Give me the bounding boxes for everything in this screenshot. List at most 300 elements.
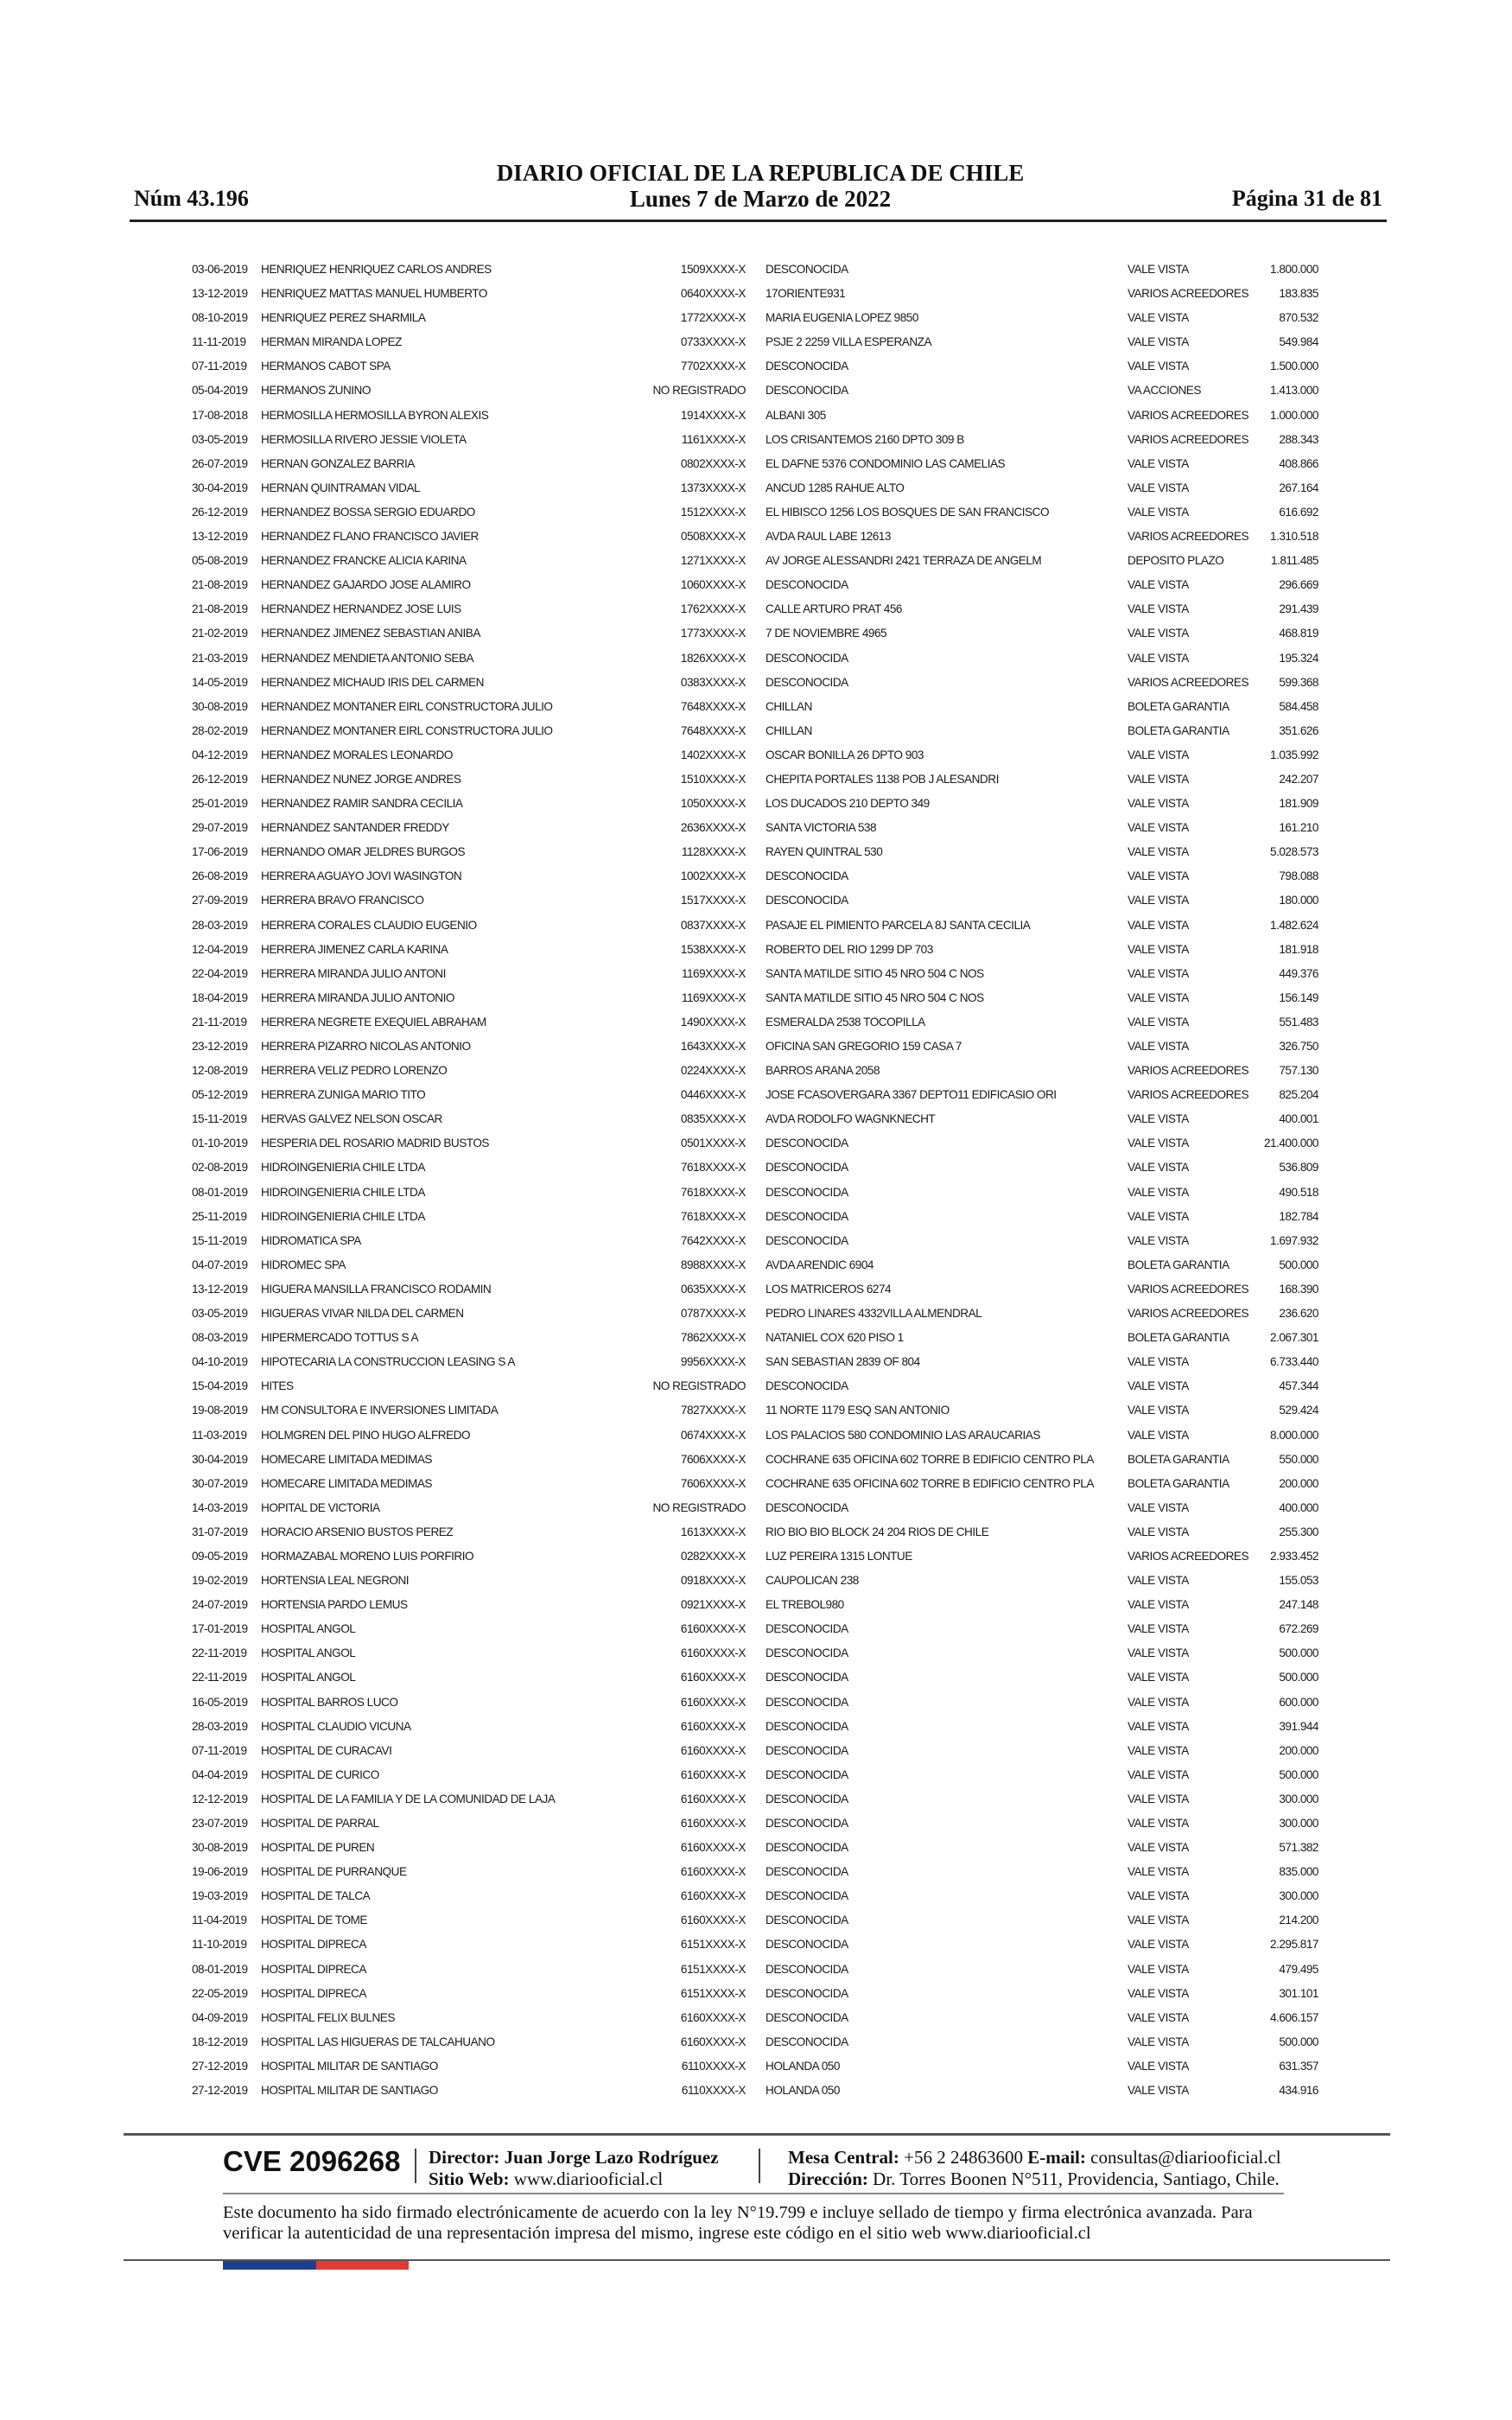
table-row — [0, 1959, 1512, 1984]
record-name: HERNANDEZ FRANCKE ALICIA KARINA — [261, 554, 467, 568]
record-rut: 0918XXXX-X — [680, 1574, 746, 1588]
record-address: OSCAR BONILLA 26 DPTO 903 — [766, 748, 924, 761]
table-row — [0, 1474, 1512, 1498]
record-name: HERMANOS CABOT SPA — [261, 360, 391, 373]
site-link[interactable]: www.diariooficial.cl — [513, 2168, 664, 2189]
record-date: 22-05-2019 — [192, 1986, 248, 2000]
record-address: SAN SEBASTIAN 2839 OF 804 — [766, 1355, 920, 1369]
record-name: HIGUERA MANSILLA FRANCISCO RODAMIN — [261, 1282, 492, 1296]
record-type: VALE VISTA — [1128, 360, 1189, 373]
record-type: VALE VISTA — [1128, 869, 1189, 883]
record-amount: 408.866 — [1279, 456, 1318, 470]
issue-number: Núm 43.196 — [134, 186, 249, 211]
record-name: HIDROMATICA SPA — [261, 1233, 361, 1247]
record-amount: 161.210 — [1279, 821, 1318, 835]
record-address: DESCONOCIDA — [766, 1161, 848, 1175]
table-row — [0, 1109, 1512, 1133]
record-type: BOLETA GARANTIA — [1128, 1452, 1229, 1466]
record-date: 11-04-2019 — [192, 1914, 247, 1927]
record-date: 04-12-2019 — [192, 748, 248, 761]
record-rut: 1538XXXX-X — [680, 942, 746, 956]
record-date: 27-09-2019 — [192, 894, 248, 908]
record-rut: 6160XXXX-X — [680, 1671, 746, 1684]
record-date: 21-11-2019 — [192, 1015, 247, 1028]
record-amount: 798.088 — [1279, 869, 1318, 883]
record-amount: 400.000 — [1279, 1500, 1318, 1514]
publication-date: Lunes 7 de Marzo de 2022 — [629, 186, 892, 212]
record-date: 26-08-2019 — [192, 869, 248, 883]
record-date: 15-04-2019 — [192, 1379, 248, 1393]
record-amount: 195.324 — [1279, 651, 1318, 665]
table-row — [0, 1328, 1512, 1352]
record-address: DESCONOCIDA — [766, 1962, 848, 1976]
record-address: DESCONOCIDA — [766, 1622, 848, 1636]
table-row — [0, 1182, 1512, 1207]
record-address: RAYEN QUINTRAL 530 — [766, 845, 883, 859]
record-type: VALE VISTA — [1128, 1865, 1189, 1879]
record-amount: 5.028.573 — [1270, 845, 1318, 859]
record-type: VARIOS ACREEDORES — [1128, 408, 1249, 422]
record-address: ANCUD 1285 RAHUE ALTO — [766, 481, 905, 494]
record-rut: 0282XXXX-X — [680, 1549, 746, 1563]
record-date: 08-03-2019 — [192, 1331, 248, 1345]
record-rut: 1826XXXX-X — [680, 651, 746, 665]
record-type: VALE VISTA — [1128, 602, 1189, 616]
record-rut: 0787XXXX-X — [680, 1307, 746, 1321]
record-rut: NO REGISTRADO — [652, 1379, 746, 1393]
table-row — [0, 1934, 1512, 1958]
record-name: HIDROINGENIERIA CHILE LTDA — [261, 1209, 425, 1223]
record-date: 28-03-2019 — [192, 918, 248, 932]
record-name: HERNANDEZ MORALES LEONARDO — [261, 748, 453, 761]
record-type: VALE VISTA — [1128, 2084, 1189, 2098]
record-name: HITES — [261, 1379, 294, 1393]
record-type: VALE VISTA — [1128, 990, 1189, 1004]
record-rut: 1772XXXX-X — [680, 311, 746, 325]
table-row — [0, 1667, 1512, 1691]
record-type: VALE VISTA — [1128, 1574, 1189, 1588]
record-address: DESCONOCIDA — [766, 2010, 848, 2024]
record-address: DESCONOCIDA — [766, 675, 848, 689]
legal-notice: Este documento ha sido firmado electrónicamente de acuerdo con la ley N°19.799 e incluye sellado de tiempo y firma electrónica avanzada. Para verificar la autenticidad de una representación impresa del mismo, ingrese este código en el sitio web www.diariooficial.cl — [223, 2203, 1253, 2243]
record-type: VALE VISTA — [1128, 1015, 1189, 1028]
record-amount: 1.500.000 — [1270, 360, 1318, 373]
record-address: DESCONOCIDA — [766, 869, 848, 883]
record-address: PSJE 2 2259 VILLA ESPERANZA — [766, 335, 932, 349]
record-amount: 236.620 — [1279, 1307, 1318, 1321]
record-address: AVDA ARENDIC 6904 — [766, 1258, 874, 1271]
record-amount: 296.669 — [1279, 578, 1318, 592]
record-amount: 672.269 — [1279, 1622, 1318, 1636]
record-type: VALE VISTA — [1128, 918, 1189, 932]
table-row — [0, 1595, 1512, 1619]
record-name: HIGUERAS VIVAR NILDA DEL CARMEN — [261, 1307, 464, 1321]
table-row — [0, 1716, 1512, 1741]
record-date: 30-07-2019 — [192, 1476, 248, 1490]
table-row — [0, 623, 1512, 647]
record-date: 16-05-2019 — [192, 1695, 248, 1709]
record-rut: 1050XXXX-X — [680, 797, 746, 811]
record-name: HOSPITAL DIPRECA — [261, 1938, 366, 1952]
record-address: CHILLAN — [766, 723, 812, 737]
record-amount: 529.424 — [1279, 1404, 1318, 1417]
records-table — [0, 259, 1512, 2105]
record-amount: 584.458 — [1279, 699, 1318, 713]
record-address: JOSE FCASOVERGARA 3367 DEPTO11 EDIFICASIO ORI — [766, 1088, 1057, 1102]
table-row — [0, 2008, 1512, 2032]
record-date: 30-08-2019 — [192, 699, 248, 713]
record-amount: 300.000 — [1279, 1817, 1318, 1830]
record-address: DESCONOCIDA — [766, 894, 848, 908]
table-row — [0, 1643, 1512, 1667]
publication-title: DIARIO OFICIAL DE LA REPUBLICA DE CHILE — [496, 160, 1025, 186]
record-name: HERMAN MIRANDA LOPEZ — [261, 335, 402, 349]
address-value: Dr. Torres Boonen N°511, Providencia, Santiago, Chile. — [873, 2168, 1280, 2189]
record-address: DESCONOCIDA — [766, 1500, 848, 1514]
record-type: VALE VISTA — [1128, 1889, 1189, 1903]
record-amount: 2.067.301 — [1270, 1331, 1318, 1345]
record-type: VARIOS ACREEDORES — [1128, 530, 1249, 544]
record-rut: 0383XXXX-X — [680, 675, 746, 689]
record-name: HERNANDEZ RAMIR SANDRA CECILIA — [261, 797, 463, 811]
footer-divider-top — [124, 2133, 1390, 2136]
record-date: 14-03-2019 — [192, 1500, 248, 1514]
record-date: 17-08-2018 — [192, 408, 248, 422]
record-amount: 181.918 — [1279, 942, 1318, 956]
record-amount: 4.606.157 — [1270, 2010, 1318, 2024]
record-address: EL DAFNE 5376 CONDOMINIO LAS CAMELIAS — [766, 456, 1006, 470]
record-name: HOSPITAL ANGOL — [261, 1646, 356, 1660]
record-amount: 2.933.452 — [1270, 1549, 1318, 1563]
record-date: 17-06-2019 — [192, 845, 248, 859]
record-type: VALE VISTA — [1128, 1914, 1189, 1927]
table-row — [0, 1813, 1512, 1837]
record-date: 07-11-2019 — [192, 1743, 247, 1757]
record-type: VALE VISTA — [1128, 1646, 1189, 1660]
record-amount: 449.376 — [1279, 966, 1318, 980]
record-name: HERRERA BRAVO FRANCISCO — [261, 894, 424, 908]
director-block — [429, 2147, 719, 2190]
record-rut: 7618XXXX-X — [680, 1209, 746, 1223]
record-name: HOMECARE LIMITADA MEDIMAS — [261, 1476, 432, 1490]
record-rut: 0733XXXX-X — [680, 335, 746, 349]
record-name: HERNANDEZ GAJARDO JOSE ALAMIRO — [261, 578, 471, 592]
record-address: DESCONOCIDA — [766, 1792, 848, 1805]
record-amount: 835.000 — [1279, 1865, 1318, 1879]
table-row — [0, 915, 1512, 939]
record-rut: 1773XXXX-X — [680, 627, 746, 640]
record-address: DESCONOCIDA — [766, 1767, 848, 1781]
record-address: AVDA RAUL LABE 12613 — [766, 530, 891, 544]
record-type: VALE VISTA — [1128, 772, 1189, 786]
record-type: VALE VISTA — [1128, 1379, 1189, 1393]
table-row — [0, 1425, 1512, 1449]
record-type: VARIOS ACREEDORES — [1128, 287, 1249, 301]
record-amount: 500.000 — [1279, 1258, 1318, 1271]
record-type: VALE VISTA — [1128, 1161, 1189, 1175]
record-date: 28-03-2019 — [192, 1719, 248, 1733]
record-address: DESCONOCIDA — [766, 1743, 848, 1757]
record-address: LOS MATRICEROS 6274 — [766, 1282, 892, 1296]
record-amount: 500.000 — [1279, 1646, 1318, 1660]
table-row — [0, 866, 1512, 890]
record-date: 26-07-2019 — [192, 456, 248, 470]
record-rut: 6160XXXX-X — [680, 2035, 746, 2048]
record-rut: 1060XXXX-X — [680, 578, 746, 592]
record-date: 27-12-2019 — [192, 2059, 248, 2073]
contact-block — [788, 2147, 1281, 2190]
record-date: 04-04-2019 — [192, 1767, 248, 1781]
record-name: HERNANDEZ BOSSA SERGIO EDUARDO — [261, 505, 475, 519]
record-address: LOS CRISANTEMOS 2160 DPTO 309 B — [766, 432, 964, 446]
record-amount: 616.692 — [1279, 505, 1318, 519]
record-date: 26-12-2019 — [192, 505, 248, 519]
record-rut: 6160XXXX-X — [680, 1743, 746, 1757]
record-date: 30-04-2019 — [192, 481, 248, 494]
table-row — [0, 1060, 1512, 1085]
record-address: DESCONOCIDA — [766, 1695, 848, 1709]
record-amount: 156.149 — [1279, 990, 1318, 1004]
table-row — [0, 502, 1512, 526]
record-rut: 6160XXXX-X — [680, 1695, 746, 1709]
table-row — [0, 1085, 1512, 1109]
table-row — [0, 672, 1512, 697]
record-name: HOSPITAL ANGOL — [261, 1622, 356, 1636]
record-rut: 1161XXXX-X — [681, 432, 746, 446]
record-date: 03-06-2019 — [192, 263, 248, 276]
table-row — [0, 964, 1512, 988]
record-rut: 1271XXXX-X — [680, 554, 746, 568]
record-amount: 180.000 — [1279, 894, 1318, 908]
record-rut: 1373XXXX-X — [680, 481, 746, 494]
record-amount: 1.413.000 — [1270, 384, 1318, 398]
table-row — [0, 380, 1512, 404]
record-date: 11-10-2019 — [192, 1938, 247, 1952]
record-date: 12-08-2019 — [192, 1064, 248, 1078]
record-amount: 825.204 — [1279, 1088, 1318, 1102]
record-rut: 2636XXXX-X — [680, 821, 746, 835]
table-row — [0, 1376, 1512, 1400]
record-type: VALE VISTA — [1128, 1137, 1189, 1150]
record-date: 11-03-2019 — [192, 1428, 247, 1442]
table-row — [0, 478, 1512, 502]
record-rut: 6160XXXX-X — [680, 1792, 746, 1805]
table-row — [0, 939, 1512, 964]
record-address: CHILLAN — [766, 699, 812, 713]
mesa-phone: +56 2 24863600 — [904, 2147, 1023, 2168]
table-row — [0, 1133, 1512, 1157]
record-amount: 200.000 — [1279, 1743, 1318, 1757]
record-date: 08-10-2019 — [192, 311, 248, 325]
record-rut: 0635XXXX-X — [680, 1282, 746, 1296]
record-name: HERNAN GONZALEZ BARRIA — [261, 456, 415, 470]
record-type: VALE VISTA — [1128, 481, 1189, 494]
record-address: LOS DUCADOS 210 DEPTO 349 — [766, 797, 930, 811]
record-name: HOSPITAL DE PARRAL — [261, 1817, 379, 1830]
record-amount: 1.310.518 — [1270, 530, 1318, 544]
record-name: HERNANDO OMAR JELDRES BURGOS — [261, 845, 466, 859]
record-type: VALE VISTA — [1128, 1428, 1189, 1442]
record-rut: 6110XXXX-X — [681, 2084, 746, 2098]
record-type: VALE VISTA — [1128, 505, 1189, 519]
table-row — [0, 1157, 1512, 1181]
record-amount: 571.382 — [1279, 1841, 1318, 1855]
table-row — [0, 454, 1512, 478]
record-address: CALLE ARTURO PRAT 456 — [766, 602, 902, 616]
table-row — [0, 1231, 1512, 1255]
record-rut: 0224XXXX-X — [680, 1064, 746, 1078]
record-address: ESMERALDA 2538 TOCOPILLA — [766, 1015, 925, 1028]
record-rut: 1490XXXX-X — [680, 1015, 746, 1028]
record-name: HESPERIA DEL ROSARIO MADRID BUSTOS — [261, 1137, 490, 1150]
record-date: 25-01-2019 — [192, 797, 248, 811]
record-amount: 551.483 — [1279, 1015, 1318, 1028]
record-date: 30-08-2019 — [192, 1841, 248, 1855]
record-rut: 1169XXXX-X — [681, 966, 746, 980]
record-rut: 6160XXXX-X — [680, 2010, 746, 2024]
record-date: 17-01-2019 — [192, 1622, 248, 1636]
record-rut: 0640XXXX-X — [680, 287, 746, 301]
record-date: 18-04-2019 — [192, 990, 248, 1004]
record-address: DESCONOCIDA — [766, 1185, 848, 1199]
record-address: PEDRO LINARES 4332VILLA ALMENDRAL — [766, 1307, 982, 1321]
record-type: VALE VISTA — [1128, 2035, 1189, 2048]
record-address: DESCONOCIDA — [766, 1817, 848, 1830]
record-name: HERRERA NEGRETE EXEQUIEL ABRAHAM — [261, 1015, 486, 1028]
record-amount: 247.148 — [1279, 1598, 1318, 1612]
record-date: 13-12-2019 — [192, 287, 248, 301]
record-name: HORACIO ARSENIO BUSTOS PEREZ — [261, 1525, 454, 1538]
record-address: DESCONOCIDA — [766, 1137, 848, 1150]
table-row — [0, 988, 1512, 1012]
record-date: 22-11-2019 — [192, 1671, 247, 1684]
record-name: HERNANDEZ MONTANER EIRL CONSTRUCTORA JULIO — [261, 723, 553, 737]
record-name: HOSPITAL MILITAR DE SANTIAGO — [261, 2059, 438, 2073]
record-date: 13-12-2019 — [192, 530, 248, 544]
record-rut: 1002XXXX-X — [680, 869, 746, 883]
address-label: Dirección: — [788, 2168, 868, 2189]
record-rut: 1762XXXX-X — [680, 602, 746, 616]
table-row — [0, 1255, 1512, 1279]
record-amount: 1.000.000 — [1270, 408, 1318, 422]
record-rut: 0921XXXX-X — [680, 1598, 746, 1612]
record-amount: 1.697.932 — [1270, 1233, 1318, 1247]
table-row — [0, 1498, 1512, 1522]
record-type: VALE VISTA — [1128, 966, 1189, 980]
record-type: VALE VISTA — [1128, 1986, 1189, 2000]
record-address: 17ORIENTE931 — [766, 287, 846, 301]
record-address: DESCONOCIDA — [766, 1646, 848, 1660]
record-type: VALE VISTA — [1128, 1233, 1189, 1247]
record-rut: 6151XXXX-X — [680, 1986, 746, 2000]
record-name: HERMOSILLA HERMOSILLA BYRON ALEXIS — [261, 408, 489, 422]
record-rut: 6160XXXX-X — [680, 1622, 746, 1636]
record-amount: 168.390 — [1279, 1282, 1318, 1296]
email-link[interactable]: consultas@diariooficial.cl — [1090, 2147, 1281, 2168]
record-type: VALE VISTA — [1128, 1525, 1189, 1538]
flag-stripe — [223, 2261, 409, 2270]
director-name: Juan Jorge Lazo Rodríguez — [504, 2147, 719, 2168]
mesa-label: Mesa Central: — [788, 2147, 899, 2168]
record-rut: 6160XXXX-X — [680, 1646, 746, 1660]
table-row — [0, 890, 1512, 914]
record-name: HERRERA MIRANDA JULIO ANTONIO — [261, 990, 454, 1004]
record-amount: 500.000 — [1279, 1671, 1318, 1684]
header-divider — [130, 220, 1387, 222]
table-row — [0, 430, 1512, 454]
table-row — [0, 1012, 1512, 1036]
record-address: DESCONOCIDA — [766, 1209, 848, 1223]
record-amount: 242.207 — [1279, 772, 1318, 786]
record-type: VALE VISTA — [1128, 1040, 1189, 1053]
record-type: VALE VISTA — [1128, 2059, 1189, 2073]
record-amount: 181.909 — [1279, 797, 1318, 811]
record-name: HERNANDEZ SANTANDER FREDDY — [261, 821, 449, 835]
record-rut: 7702XXXX-X — [680, 360, 746, 373]
record-address: LUZ PEREIRA 1315 LONTUE — [766, 1549, 912, 1563]
record-name: HOSPITAL DE CURACAVI — [261, 1743, 392, 1757]
record-date: 21-08-2019 — [192, 602, 248, 616]
record-address: CHEPITA PORTALES 1138 POB J ALESANDRI — [766, 772, 999, 786]
record-rut: 6160XXXX-X — [680, 1865, 746, 1879]
table-row — [0, 1279, 1512, 1303]
footer-divider-mid — [223, 2193, 1284, 2194]
record-rut: 7606XXXX-X — [680, 1476, 746, 1490]
footer-separator — [759, 2149, 760, 2183]
site-label: Sitio Web: — [429, 2168, 510, 2189]
record-type: VALE VISTA — [1128, 1598, 1189, 1612]
record-rut: NO REGISTRADO — [652, 384, 746, 398]
record-type: VALE VISTA — [1128, 335, 1189, 349]
record-name: HOSPITAL MILITAR DE SANTIAGO — [261, 2084, 438, 2098]
record-rut: 1509XXXX-X — [680, 263, 746, 276]
record-amount: 400.001 — [1279, 1112, 1318, 1126]
record-address: DESCONOCIDA — [766, 1719, 848, 1733]
table-row — [0, 1862, 1512, 1886]
record-date: 22-04-2019 — [192, 966, 248, 980]
record-address: DESCONOCIDA — [766, 360, 848, 373]
flag-red-segment — [316, 2261, 409, 2270]
record-address: DESCONOCIDA — [766, 578, 848, 592]
table-row — [0, 721, 1512, 745]
record-type: VALE VISTA — [1128, 845, 1189, 859]
record-rut: 1914XXXX-X — [680, 408, 746, 422]
record-address: LOS PALACIOS 580 CONDOMINIO LAS ARAUCARIAS — [766, 1428, 1040, 1442]
record-type: VARIOS ACREEDORES — [1128, 1307, 1249, 1321]
table-row — [0, 1619, 1512, 1643]
record-name: HOSPITAL ANGOL — [261, 1671, 356, 1684]
record-date: 21-02-2019 — [192, 627, 248, 640]
table-row — [0, 1789, 1512, 1813]
table-row — [0, 332, 1512, 356]
record-type: VARIOS ACREEDORES — [1128, 1064, 1249, 1078]
table-row — [0, 1449, 1512, 1474]
record-address: DESCONOCIDA — [766, 1889, 848, 1903]
record-address: DESCONOCIDA — [766, 1671, 848, 1684]
table-row — [0, 1984, 1512, 2008]
record-date: 28-02-2019 — [192, 723, 248, 737]
record-rut: 0508XXXX-X — [680, 530, 746, 544]
record-date: 08-01-2019 — [192, 1185, 248, 1199]
record-date: 03-05-2019 — [192, 432, 248, 446]
record-amount: 2.295.817 — [1270, 1938, 1318, 1952]
table-row — [0, 842, 1512, 866]
record-name: HOSPITAL BARROS LUCO — [261, 1695, 398, 1709]
record-rut: 0837XXXX-X — [680, 918, 746, 932]
record-type: VALE VISTA — [1128, 1817, 1189, 1830]
record-address: DESCONOCIDA — [766, 1841, 848, 1855]
record-type: BOLETA GARANTIA — [1128, 723, 1229, 737]
